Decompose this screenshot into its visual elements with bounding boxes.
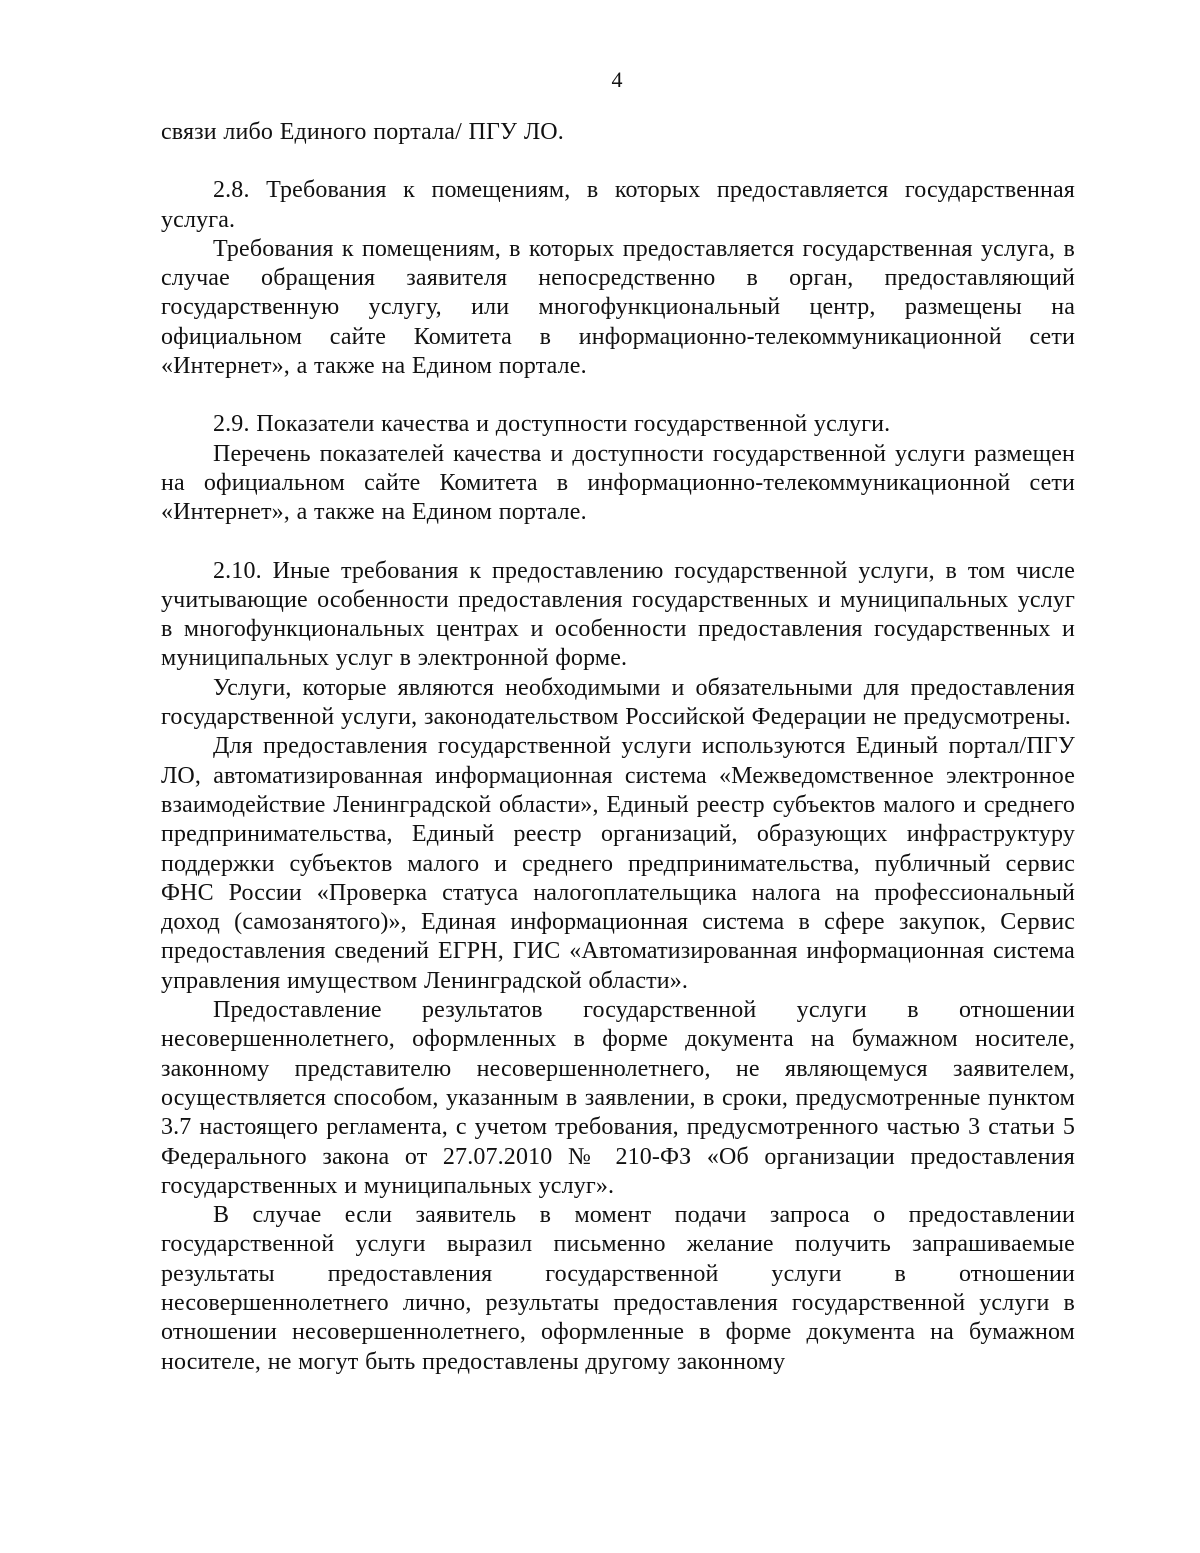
paragraph-quality-indicators: Перечень показателей качества и доступности государственной услуги размещен на официальном сайте Комитета в информационно-телекоммуникационной сети «Интернет», а также на Едином портале. bbox=[161, 440, 1075, 526]
paragraph-continuation: связи либо Единого портала/ ПГУ ЛО. bbox=[161, 119, 564, 145]
document-body bbox=[161, 118, 1075, 1377]
paragraph-minor-results: Предоставление результатов государственной услуги в отношении несовершеннолетнего, оформленных в форме документа на бумажном носителе, законному представителю несовершеннолетнего, не являющемуся заявителем, осуществляется способом, указанным в заявлении, в сроки, предусмотренные пунктом 3.7 настоящего регламента, с учетом требования, предусмотренного частью 3 статьи 5 Федерального закона от 27.07.2010 № 210-ФЗ «Об организации предоставления государственных и муниципальных услуг». bbox=[161, 997, 1075, 1199]
paragraph-information-systems: Для предоставления государственной услуги используются Единый портал/ПГУ ЛО, автоматизированная информационная система «Межведомственное электронное взаимодействие Ленинградской области», Единый реестр субъектов малого и среднего предпринимательства, Единый реестр организаций, образующих инфраструктуру поддержки субъектов малого и среднего предпринимательства, публичный сервис ФНС России «Проверка статуса налогоплательщика налога на профессиональный доход (самозанятого)», Единая информационная система в сфере закупок, Сервис предоставления сведений ЕГРН, ГИС «Автоматизированная информационная система управления имуществом Ленинградской области». bbox=[161, 733, 1075, 994]
paragraph-necessary-services: Услуги, которые являются необходимыми и обязательными для предоставления государственной услуги, законодательством Российской Федерации не предусмотрены. bbox=[161, 674, 1075, 731]
paragraph-premises-requirements: Требования к помещениям, в которых предоставляется государственная услуга, в случае обращения заявителя непосредственно в орган, предоставляющий государственную услугу, или многофункциональный центр, размещены на официальном сайте Комитета в информационно-телекоммуникационной сети «Интернет», а также на Едином портале. bbox=[161, 235, 1075, 380]
section-heading-2-10: 2.10. Иные требования к предоставлению государственной услуги, в том числе учитывающие особенности предоставления государственных и муниципальных услуг в многофункциональных центрах и особенности предоставления государственных и муниципальных услуг в электронной форме. bbox=[161, 557, 1075, 672]
paragraph-personal-receipt: В случае если заявитель в момент подачи запроса о предоставлении государственной услуги выразил письменно желание получить запрашиваемые результаты предоставления государственной услуги в отношении несовершеннолетнего лично, результаты предоставления государственной услуги в отношении несовершеннолетнего, оформленные в форме документа на бумажном носителе, не могут быть предоставлены другому законному bbox=[161, 1202, 1075, 1375]
section-heading-2-9: 2.9. Показатели качества и доступности государственной услуги. bbox=[213, 411, 891, 438]
page-number: 4 bbox=[611, 67, 623, 92]
section-heading-2-8: 2.8. Требования к помещениям, в которых предоставляется государственная услуга. bbox=[161, 177, 1075, 233]
